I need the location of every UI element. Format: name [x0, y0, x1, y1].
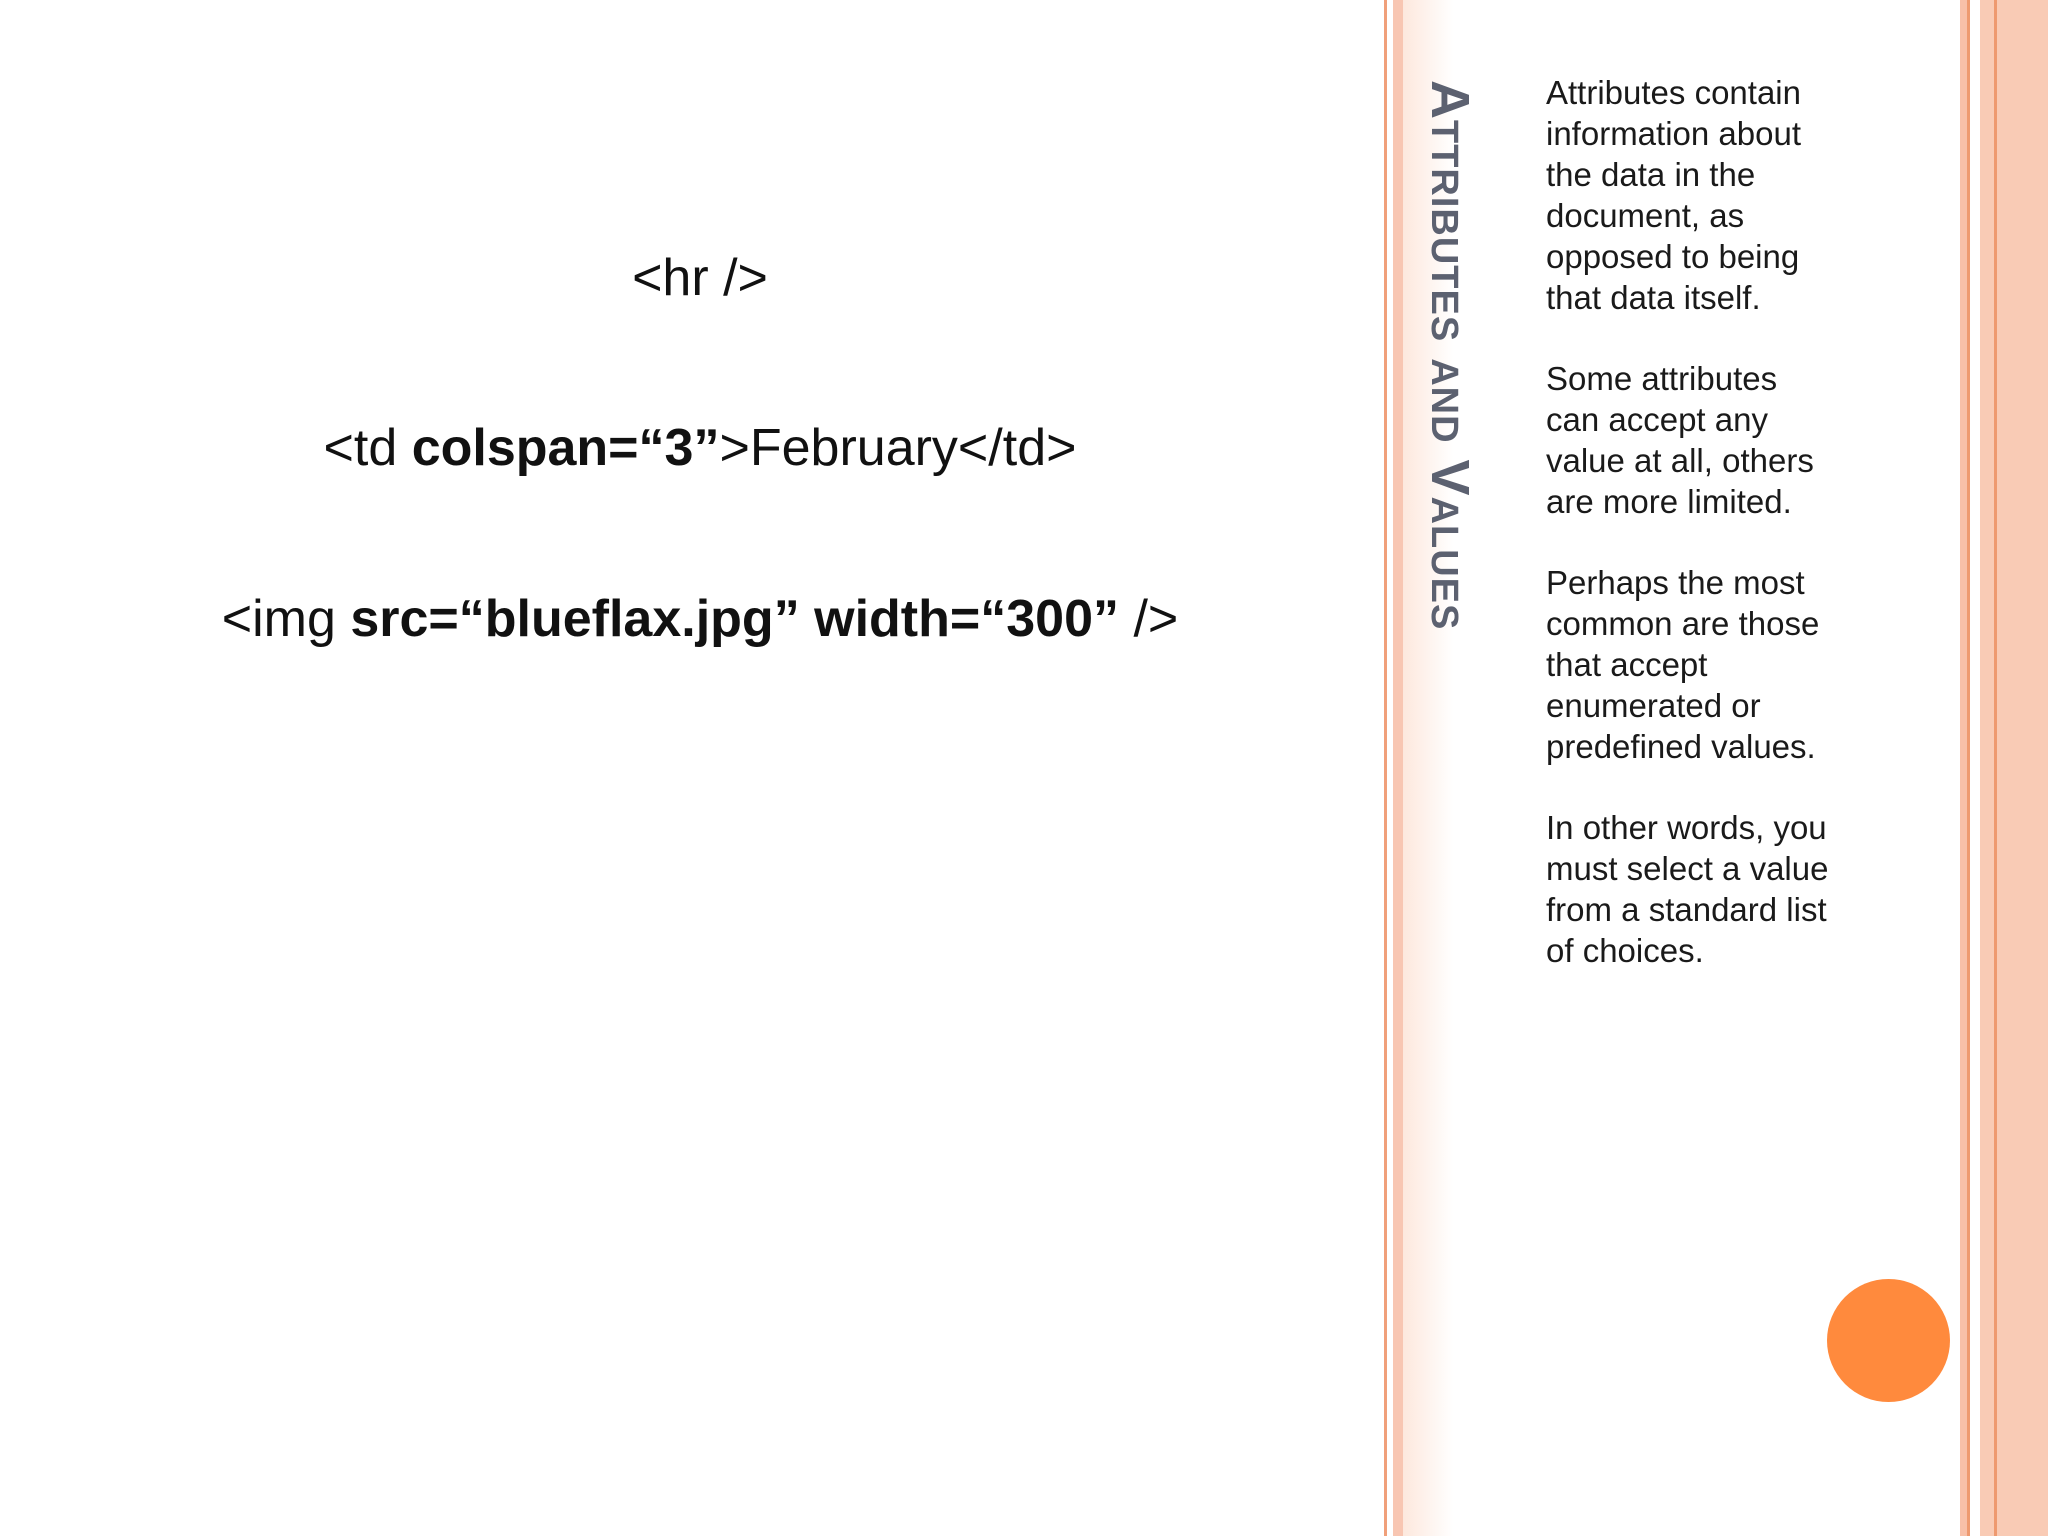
decorative-stripe — [1980, 0, 1994, 1536]
slide-title-container — [1420, 80, 1485, 700]
decorative-stripe — [1967, 0, 1970, 1536]
body-paragraph: Some attributes can accept any value at all, others are more limited. — [1546, 360, 1814, 520]
decorative-stripe — [1393, 0, 1403, 1536]
decorative-circle — [1827, 1279, 1950, 1402]
slide-body — [1546, 72, 1946, 1011]
decorative-stripe — [1997, 0, 2048, 1536]
code-text: /> — [1119, 590, 1179, 648]
code-text: >February</td> — [719, 419, 1077, 477]
code-attribute: colspan=“3” — [411, 419, 720, 477]
body-paragraph: Perhaps the most common are those that accept enumerated or predefined values. — [1546, 564, 1820, 765]
code-example-img — [0, 590, 1400, 648]
decorative-stripe — [1960, 0, 1967, 1536]
code-attribute: src=“blueflax.jpg” width=“300” — [350, 590, 1120, 648]
decorative-stripe — [1384, 0, 1387, 1536]
code-text: <hr /> — [632, 249, 768, 307]
code-text: <td — [323, 419, 412, 477]
code-example-td — [0, 419, 1400, 477]
body-paragraph: Attributes contain information about the data in the document, as opposed to being that data itself. — [1546, 74, 1801, 316]
code-text: <img — [221, 590, 351, 648]
body-paragraph: In other words, you must select a value from a standard list of choices. — [1546, 809, 1829, 969]
code-example-hr — [0, 249, 1400, 307]
slide-title: Attributes and Values — [1420, 80, 1480, 631]
